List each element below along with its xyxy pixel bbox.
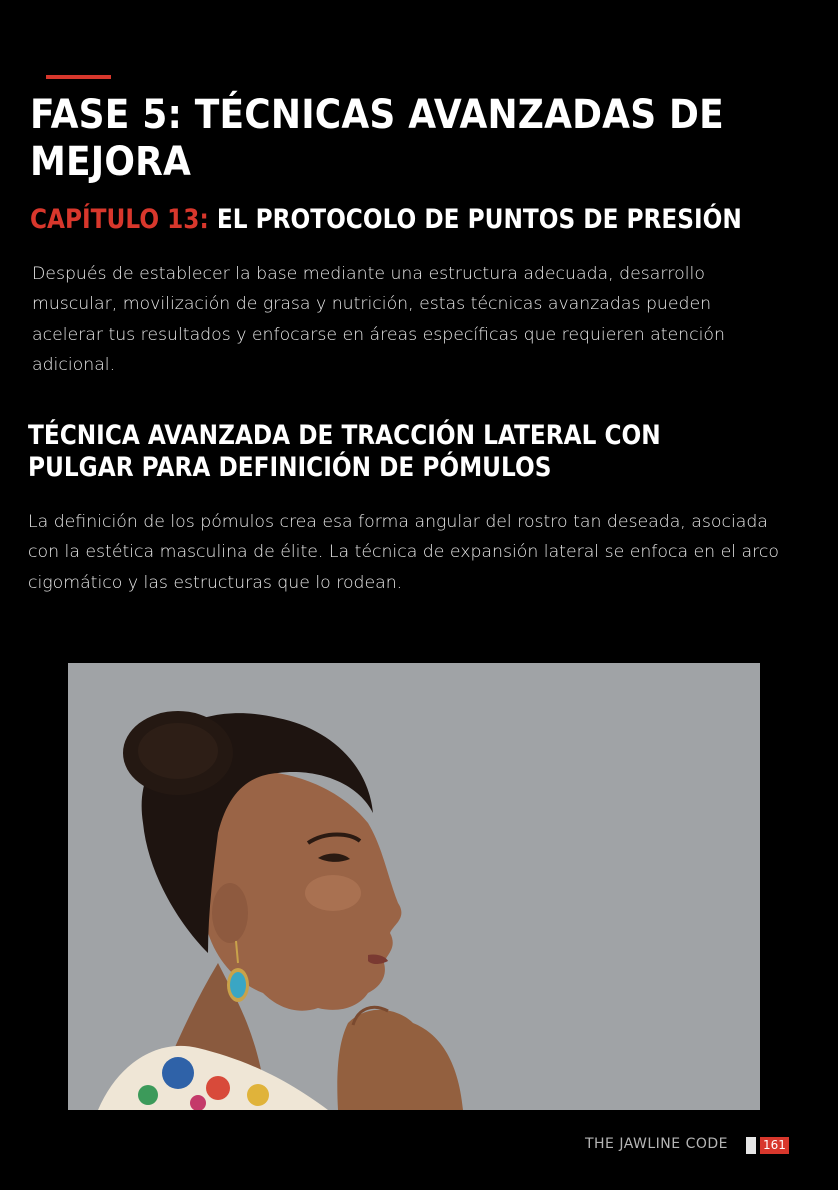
chapter-title: EL PROTOCOLO DE PUNTOS DE PRESIÓN	[216, 204, 742, 235]
page-number: 161	[760, 1137, 789, 1154]
footer-marker	[746, 1137, 756, 1154]
section-heading: TÉCNICA AVANZADA DE TRACCIÓN LATERAL CON PULGAR PARA DEFINICIÓN DE PÓMULOS	[28, 420, 661, 483]
intro-paragraph: Después de establecer la base mediante una estructura adecuada, desarrollo muscular, movilización de grasa y nutrición, estas técnicas avanzadas pueden acelerar tus resultados y enfocarse en áreas específicas que requieren atención adicional.	[32, 264, 725, 375]
phase-title: FASE 5: TÉCNICAS AVANZADAS DE MEJORA	[30, 92, 724, 185]
accent-rule	[46, 75, 111, 79]
chapter-number: CAPÍTULO 13:	[30, 204, 209, 235]
footer-brand: THE JAWLINE CODE	[584, 1136, 728, 1152]
chapter-heading	[30, 201, 770, 239]
section-paragraph: La definición de los pómulos crea esa forma angular del rostro tan deseada, asociada con la estética masculina de élite. La técnica de expansión lateral se enfoca en el arco cigomático y las estructuras que lo rodean.	[28, 512, 779, 593]
profile-photo	[68, 663, 760, 1110]
